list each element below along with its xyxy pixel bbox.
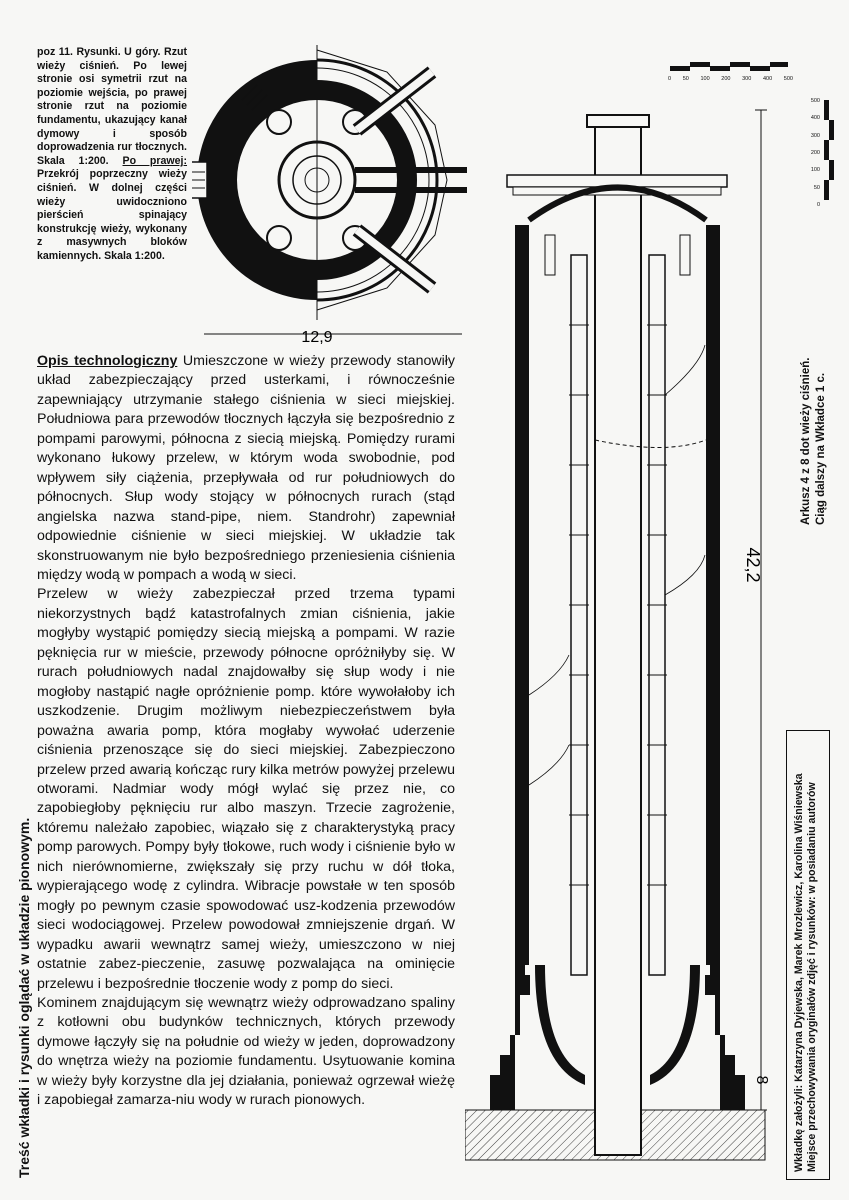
- body-text: [37, 352, 455, 1111]
- vscale-4: 100: [810, 167, 820, 174]
- hscale-6: 500: [783, 76, 793, 82]
- hscale-5: 400: [762, 76, 773, 82]
- sheet-note-1: Arkusz 4 z 8 dot wieży ciśnień.: [800, 357, 812, 525]
- paragraph-2: Przelew w wieży zabezpieczał przed trzema typami niekorzystnych bądź katastrofalnych zmian ciśnienia, jakie mogłyby wystąpić pomiędzy siecią miejską a pompami. W razie pęknięcia rur w mieście, przewody północne opróżniłyby się. W rurach południowych nadal znajdowałby się słup wody i nie mogłoby nastąpić nagłe opróżnienie pomp. które wywołałoby ich uszkodzenie. Drugim możliwym niebezpieczeństwem była poważna awaria pomp, która mogłaby wywołać uderzenie ciśnienia przenoszące się do sieci miejskiej. Zabezpieczono przelew przed awarią kończąc rury kilka metrów powyżej przelewu otworami. Nadmiar wody mógł wylać się przez nie, co zapobiegłoby pęknięciu rur albo maszyn. Trzecie zagrożenie, któremu należało zapobiec, wiązało się z charakterystyką pracy pomp parowych. Pompy były tłokowe, ruch wody i ciśnienie było w nich nierównomierne, zwiększały się przy ruchu w dół tłoka, wypierającego wodę z cylindra. Wibracje powstałe w ten sposób mogły po pewnym czasie spowodować usz-kodzenia przewodów sieci wodociągowej. Przelew powodował zmniejszenie drgań. W wypadku awarii wewnątrz samej wieży, umieszczono w niej ostatnie zabez-pieczenie, zasuwę pozwalająca na ominięcie przelewu i bezpośrednie tłoczenie wody z pomp do sieci.: [37, 586, 455, 992]
- hscale-0: 0: [668, 76, 672, 82]
- vscale-1: 400: [810, 115, 820, 122]
- authors-frame: [786, 730, 830, 1180]
- hscale-1: 50: [682, 76, 689, 82]
- vscale-0: 500: [810, 98, 820, 104]
- figure-caption: [37, 46, 187, 264]
- tower-plan-drawing: [192, 40, 482, 350]
- base-dimension-label: 8: [753, 1075, 770, 1085]
- section-heading: Opis technologiczny: [37, 353, 178, 369]
- caption-part2: Przekrój poprzeczny wieży ciśnień. W dolnej części wieży uwidoczniono pierścień spinający konstrukcję wieży, wykonany z masywnych bloków kamiennych. Skala 1:200.: [37, 168, 187, 262]
- sheet-note-2: Ciąg dalszy na Wkładce 1 c.: [815, 372, 827, 525]
- hscale-3: 200: [721, 76, 731, 82]
- plan-dimension-label: 12,9: [301, 329, 333, 346]
- horizontal-scale-bar: [668, 58, 793, 93]
- caption-part2-label: Po prawej:: [122, 154, 188, 167]
- hscale-4: 300: [742, 76, 752, 82]
- vscale-6: 0: [816, 201, 820, 208]
- left-margin-note: Treść wkładki i rysunki oglądać w układzie pionowym.: [16, 817, 32, 1178]
- authors-line-2: Miejsce przechowywania oryginałów zdjęć i rysunków: w posiadaniu autorów: [806, 782, 818, 1172]
- paragraph-1: Umieszczone w wieży przewody stanowiły układ zabezpieczający przed usterkami, i równocześnie zapewniający utrzymanie stałego ciśnienia w sieci miejskiej. Południowa para przewodów tłocznych łączyła się bezpośrednio z pompami parowymi, północna z siecią miejską. Pomiędzy rurami wykonano łukowy przelew, w którym woda swobodnie, pod wpływem siły ciążenia, przepływała od rur południowych do północnych. Słup wody stojący w północnych rurach (stąd angielska nazwa stand-pipe, niem. Standrohr) zapewniał odpowiednie ciśnienie w sieci miejskiej. W układzie tak skonstruowanym nie było bezpośredniego przeniesienia ciśnienia między wodą w pompach a wodą w sieci.: [37, 353, 455, 583]
- authors-line-1: Wkładkę założyli: Katarzyna Dyjewska, Marek Mrozlewicz, Karolina Wiśniewska: [793, 773, 805, 1172]
- vscale-2: 300: [810, 132, 820, 139]
- paragraph-3: Kominem znajdującym się wewnątrz wieży odprowadzano spaliny z kotłowni obu budynków technicznych, których przewody dymowe łączyły się na południe od wieży w jeden, doprowadzony do wnętrza wieży na poziomie fundamentu. Usytuowanie komina w wieży były korzystne dla jej działania, ponieważ ogrzewał wieżę i zapobiegał zamarza-niu wody w rurach pionowych.: [37, 994, 455, 1109]
- vscale-5: 50: [813, 184, 820, 191]
- tower-section-drawing: [465, 95, 785, 1175]
- caption-part1: poz 11. Rysunki. U góry. Rzut wieży ciśnień. Po lewej stronie osi symetrii rzut na poziomie wejścia, po prawej stronie rzut na poziomie fundamentu, ukazujący kanał dymowy i sposób doprowadzenia rur tłocznych. Skala 1:200.: [37, 46, 187, 167]
- vscale-3: 200: [810, 149, 820, 156]
- tower-height-label: 42,2: [743, 547, 763, 583]
- hscale-2: 100: [700, 76, 710, 82]
